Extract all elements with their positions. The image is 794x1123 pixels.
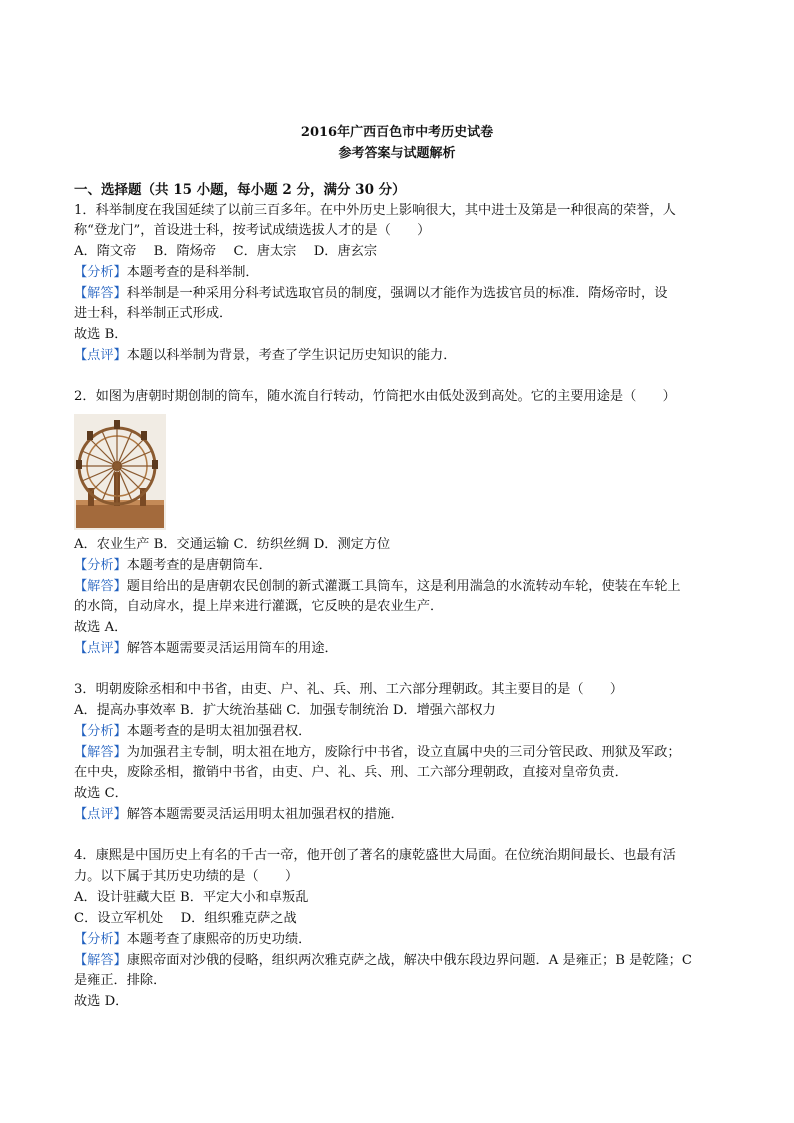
- q3-comment-text: 解答本题需要灵活运用明太祖加强君权的措施．: [126, 807, 404, 822]
- q2-result: 故选 A．: [74, 620, 128, 635]
- q3-answer: [74, 743, 724, 763]
- q3-comment: [74, 805, 724, 825]
- analysis-tag: 【分析】: [74, 558, 127, 573]
- q3-answer-text-1: 为加强君主专制，明太祖在地方，废除行中书省，设立直属中央的三司分管民政、刑狱及军政；: [126, 745, 681, 760]
- doc-title: 2016年广西百色市中考历史试卷: [300, 125, 494, 140]
- q4-analysis: [74, 930, 724, 950]
- q1-comment-text: 本题以科举制为背景，考查了学生识记历史知识的能力．: [126, 348, 457, 363]
- q4-result: 故选 D．: [74, 994, 129, 1009]
- q3-answer-text-2: 在中央，废除丞相，撤销中书省，由吏、户、礼、兵、刑、工六部分理朝政，直接对皇帝负责．: [74, 765, 628, 780]
- q2-comment: [74, 639, 724, 659]
- q1-stem-line-1: 1．科举制度在我国延续了以前三百多年。在中外历史上影响很大，其中进士及第是一种很高的荣誉，人: [74, 203, 676, 218]
- q1-options: A．隋文帝 B．隋炀帝 C．唐太宗 D．唐玄宗: [74, 244, 378, 259]
- comment-tag: 【点评】: [74, 348, 127, 363]
- q2-comment-text: 解答本题需要灵活运用筒车的用途．: [126, 641, 338, 656]
- answer-tag: 【解答】: [74, 953, 127, 968]
- comment-tag: 【点评】: [74, 807, 127, 822]
- q3-result: 故选 C．: [74, 786, 128, 801]
- analysis-tag: 【分析】: [74, 724, 127, 739]
- answer-tag: 【解答】: [74, 579, 127, 594]
- comment-tag: 【点评】: [74, 641, 127, 656]
- q1-analysis-text: 本题考查的是科举制．: [126, 265, 259, 280]
- q2-stem: 2．如图为唐朝时期创制的筒车，随水流自行转动，竹筒把水由低处汲到高处。它的主要用途是（ ）: [74, 389, 676, 404]
- q2-options: A．农业生产 B．交通运输 C．纺织丝绸 D．测定方位: [74, 537, 391, 552]
- q3-analysis-text: 本题考查的是明太祖加强君权．: [126, 724, 312, 739]
- section-heading: 一、选择题（共 15 小题，每小题 2 分，满分 30 分）: [74, 182, 406, 198]
- q3-stem: 3．明朝废除丞相和中书省，由吏、户、礼、兵、刑、工六部分理朝政。其主要目的是（ ）: [74, 682, 624, 697]
- answer-tag: 【解答】: [74, 286, 127, 301]
- q1-stem-line-2: 称“登龙门”，首设进士科，按考试成绩选拔人才的是（ ）: [74, 223, 431, 238]
- q2-analysis-text: 本题考查的是唐朝筒车．: [126, 558, 272, 573]
- q1-comment: [74, 346, 724, 366]
- q4-stem-line-1: 4．康熙是中国历史上有名的千古一帝，他开创了著名的康乾盛世大局面。在位统治期间最长、也最有活: [74, 848, 676, 863]
- q4-options-line-1: A．设计驻藏大臣 B．平定大小和卓叛乱: [74, 890, 309, 905]
- q4-answer-text-1: 康熙帝面对沙俄的侵略，组织两次雅克萨之战，解决中俄东段边界问题．A 是雍正；B 是乾隆；C: [126, 953, 692, 968]
- answer-tag: 【解答】: [74, 745, 127, 760]
- q4-options-line-2: C．设立军机处 D．组织雅克萨之战: [74, 911, 297, 926]
- q1-answer-text-2: 进士科，科举制正式形成．: [74, 306, 233, 321]
- q4-answer-text-2: 是雍正．排除．: [74, 973, 167, 988]
- q3-options: A．提高办事效率 B．扩大统治基础 C．加强专制统治 D．增强六部权力: [74, 703, 496, 718]
- q4-analysis-text: 本题考查了康熙帝的历史功绩．: [126, 932, 312, 947]
- doc-subtitle: 参考答案与试题解析: [338, 146, 456, 161]
- q3-analysis: [74, 722, 724, 742]
- q2-answer-text-1: 题目给出的是唐朝农民创制的新式灌溉工具筒车，这是利用湍急的水流转动车轮，使装在车轮上: [126, 579, 681, 594]
- q2-answer: [74, 577, 724, 597]
- analysis-tag: 【分析】: [74, 265, 127, 280]
- q1-answer: [74, 284, 724, 304]
- q1-result: 故选 B．: [74, 327, 128, 342]
- q4-answer: [74, 951, 724, 971]
- q1-analysis: [74, 263, 724, 283]
- analysis-tag: 【分析】: [74, 932, 127, 947]
- waterwheel-image: [74, 414, 166, 530]
- q2-analysis: [74, 556, 724, 576]
- q4-stem-line-2: 力。以下属于其历史功绩的是（ ）: [74, 869, 299, 884]
- q2-answer-text-2: 的水筒，自动戽水，提上岸来进行灌溉，它反映的是农业生产．: [74, 599, 444, 614]
- q1-answer-text-1: 科举制是一种采用分科考试选取官员的制度，强调以才能作为选拔官员的标准．隋炀帝时，设: [126, 286, 668, 301]
